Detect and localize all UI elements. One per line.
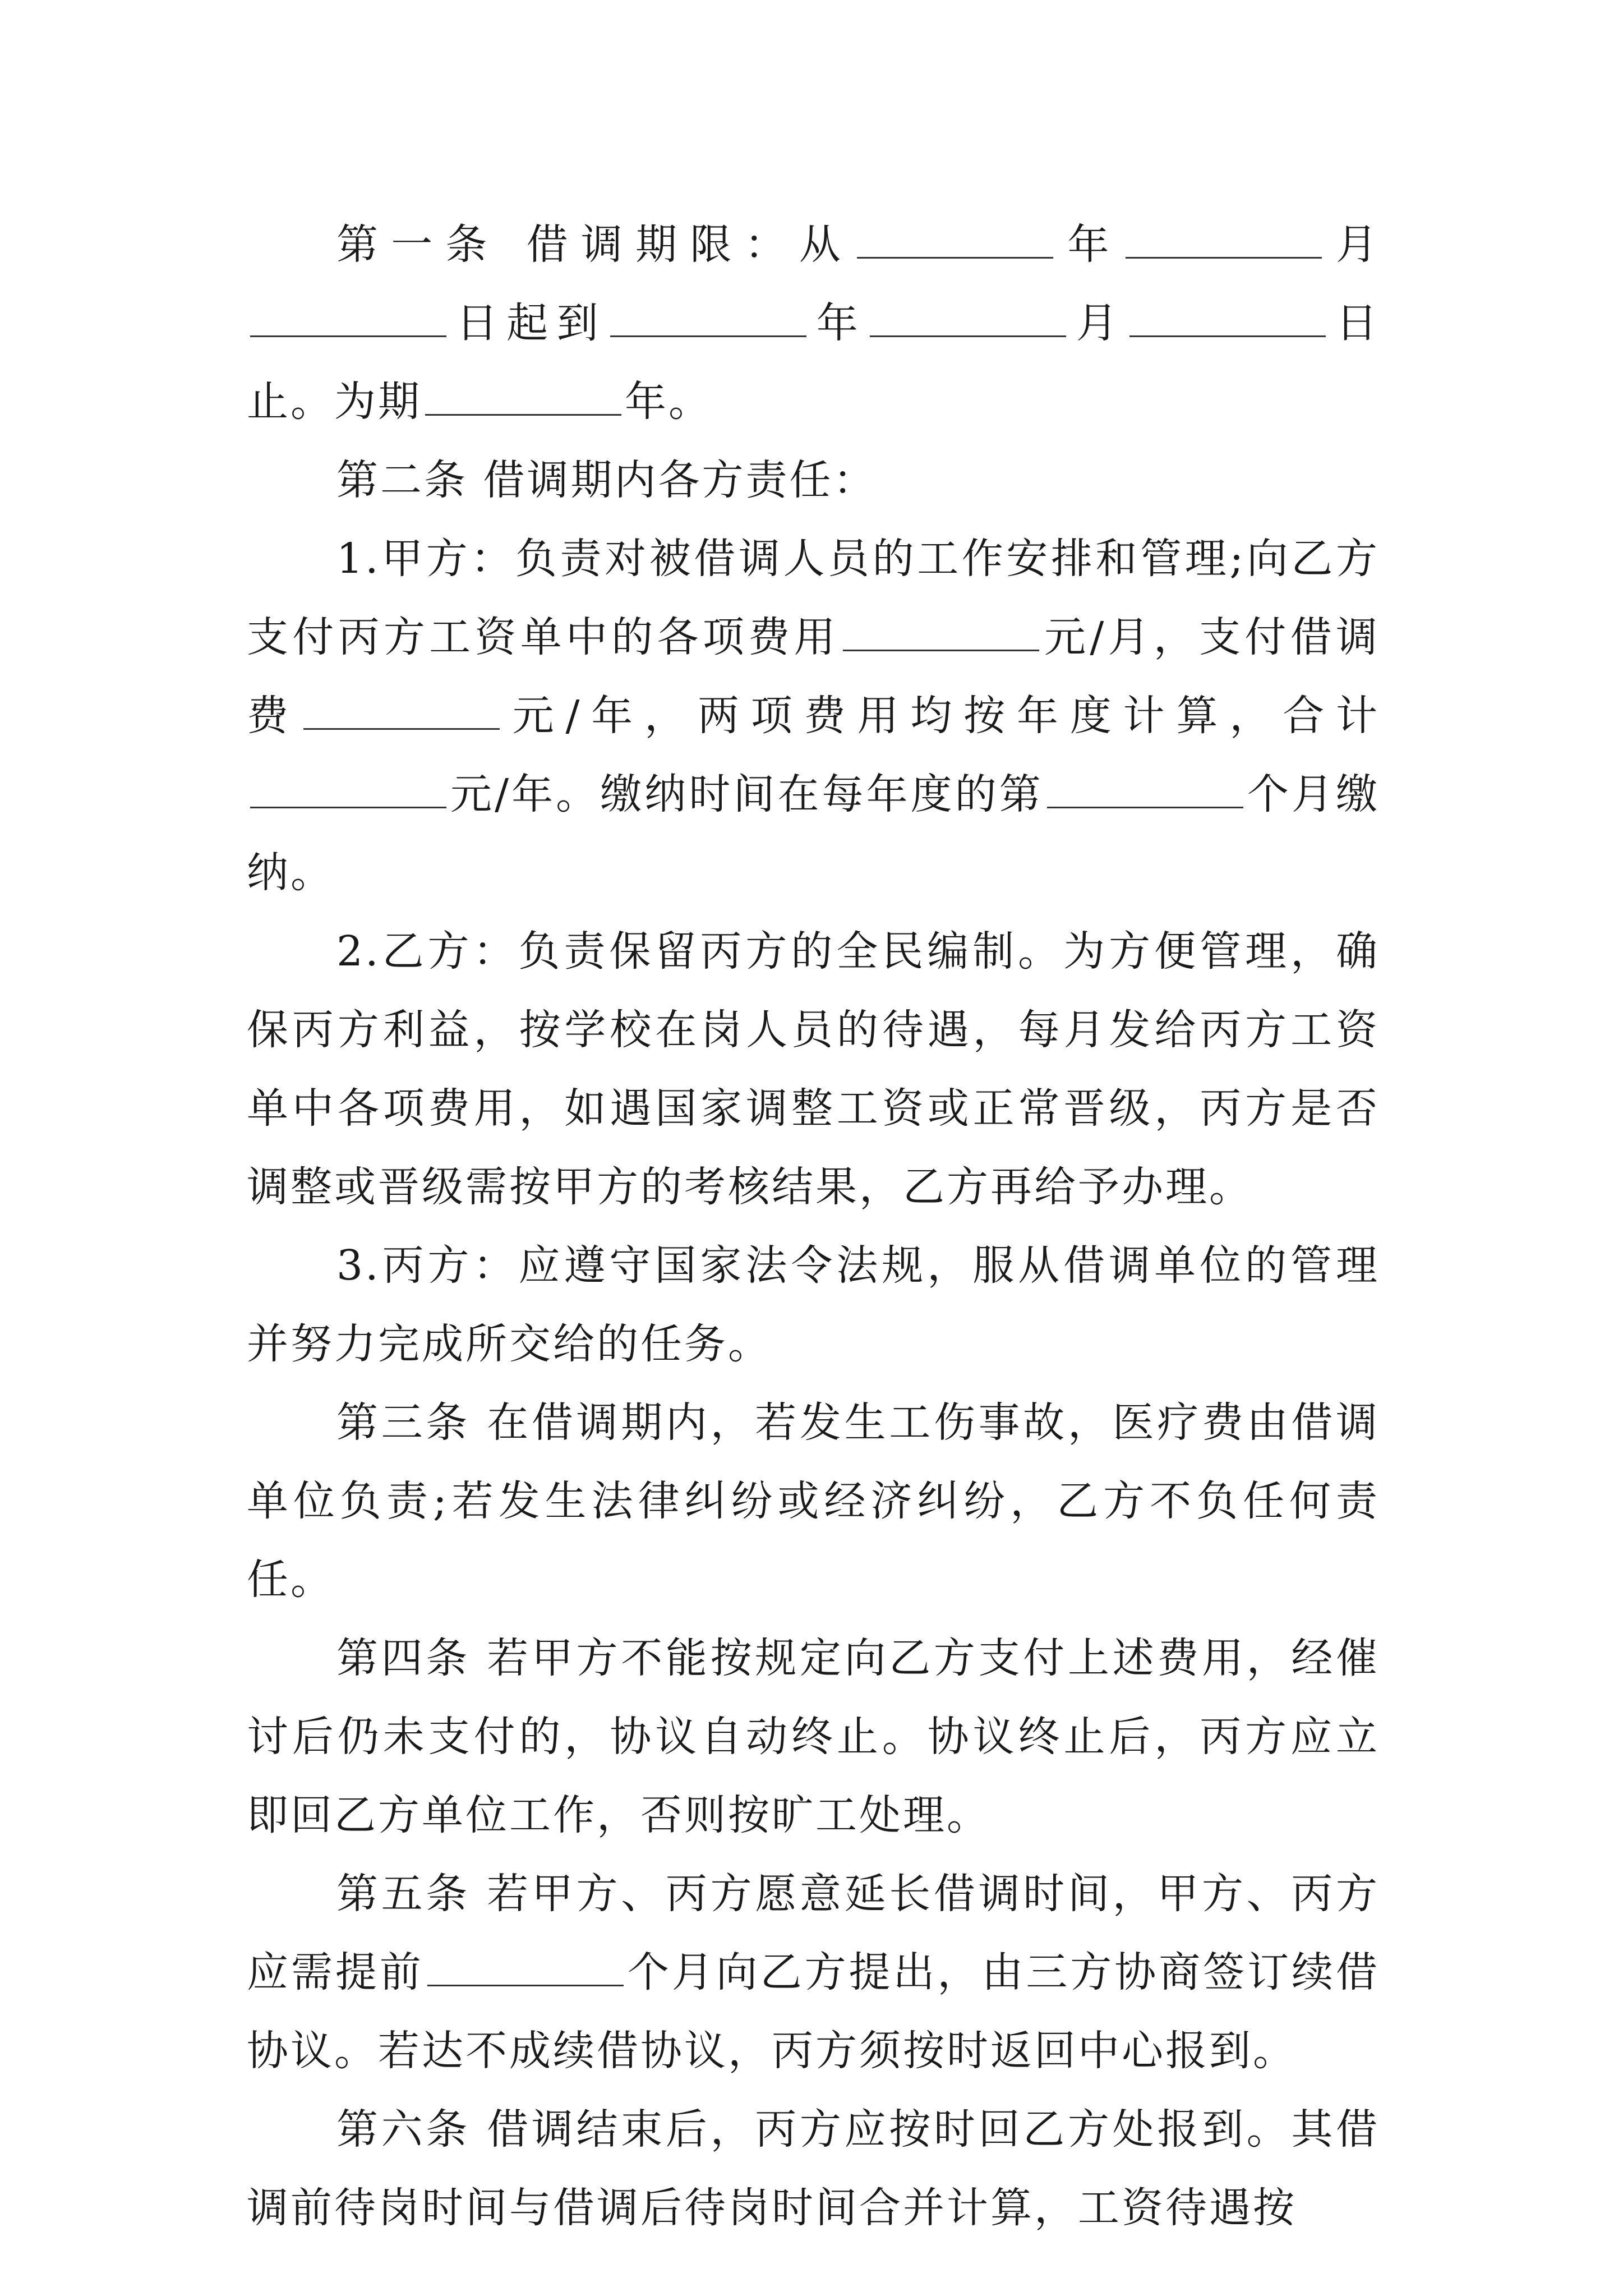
paragraph-article-4 — [247, 1619, 1380, 1855]
paragraph-text: 元/年。缴纳时间在每年度的第 — [450, 770, 1044, 818]
paragraph-article-1 — [247, 205, 1380, 441]
fill-in-blank — [857, 223, 1053, 259]
paragraph-text: 元/年，两项费用均按年度计算，合计 — [502, 692, 1380, 740]
paragraph-text: 个月向乙方提出，由三方协商签订续借协议。若达不成续借协议，丙方须按时返回中心报到。 — [247, 1948, 1380, 2075]
fill-in-blank — [303, 694, 500, 730]
paragraph-text: 第四条 若甲方不能按规定向乙方支付上述费用，经催讨后仍未支付的，协议自动终止。协议终止后，丙方应立即回乙方单位工作，否则按旷工处理。 — [247, 1634, 1380, 1839]
fill-in-blank — [250, 773, 446, 808]
agreement-body — [247, 205, 1380, 2247]
fill-in-blank — [250, 302, 446, 337]
paragraph-article-2-heading — [247, 441, 1380, 519]
paragraph-text: 月 — [1325, 220, 1380, 269]
paragraph-article-6 — [247, 2090, 1380, 2247]
paragraph-text: 年 — [1057, 220, 1122, 269]
fill-in-blank — [425, 380, 621, 416]
paragraph-text: 3.丙方：应遵守国家法令法规，服从借调单位的管理并努力完成所交给的任务。 — [247, 1241, 1380, 1368]
paragraph-article-2-item-3 — [247, 1226, 1380, 1383]
paragraph-article-3 — [247, 1383, 1380, 1619]
paragraph-text: 年。 — [625, 378, 712, 426]
paragraph-text: 第六条 借调结束后，丙方应按时回乙方处报到。其借调前待岗时间与借调后待岗时间合并计算，工资待遇按 — [247, 2105, 1380, 2232]
paragraph-text: 个月缴纳。 — [247, 770, 1380, 897]
paragraph-article-5 — [247, 1855, 1380, 2090]
fill-in-blank — [1126, 223, 1322, 259]
paragraph-text: 日起到 — [450, 299, 607, 347]
paragraph-text: 日止。为期 — [247, 299, 1380, 426]
fill-in-blank — [1129, 302, 1326, 337]
paragraph-text: 第三条 在借调期内，若发生工伤事故，医疗费由借调单位负责;若发生法律纠纷或经济纠纷，乙方不负任何责任。 — [247, 1398, 1380, 1604]
paragraph-text: 第五条 若甲方、丙方愿意延长借调时间，甲方、丙方应需提前 — [247, 1870, 1380, 1996]
fill-in-blank — [610, 302, 806, 337]
paragraph-article-2-item-2 — [247, 912, 1380, 1226]
paragraph-text: 元/月，支付借调费 — [247, 613, 1380, 740]
paragraph-article-2-item-1 — [247, 519, 1380, 912]
paragraph-text: 第一条 借调期限：从 — [336, 220, 854, 269]
fill-in-blank — [843, 616, 1039, 651]
paragraph-text: 1.甲方：负责对被借调人员的工作安排和管理;向乙方支付丙方工资单中的各项费用 — [247, 535, 1380, 661]
paragraph-text: 月 — [1069, 299, 1127, 347]
paragraph-text: 年 — [810, 299, 867, 347]
fill-in-blank — [427, 1951, 624, 1986]
paragraph-text: 2.乙方：负责保留丙方的全民编制。为方便管理，确保丙方利益，按学校在岗人员的待遇，每月发给丙方工资单中各项费用，如遇国家调整工资或正常晋级，丙方是否调整或晋级需按甲方的考核结果，乙方再给予办理。 — [247, 927, 1380, 1211]
paragraph-text: 第二条 借调期内各方责任： — [336, 456, 877, 504]
fill-in-blank — [1047, 773, 1243, 808]
fill-in-blank — [870, 302, 1066, 337]
